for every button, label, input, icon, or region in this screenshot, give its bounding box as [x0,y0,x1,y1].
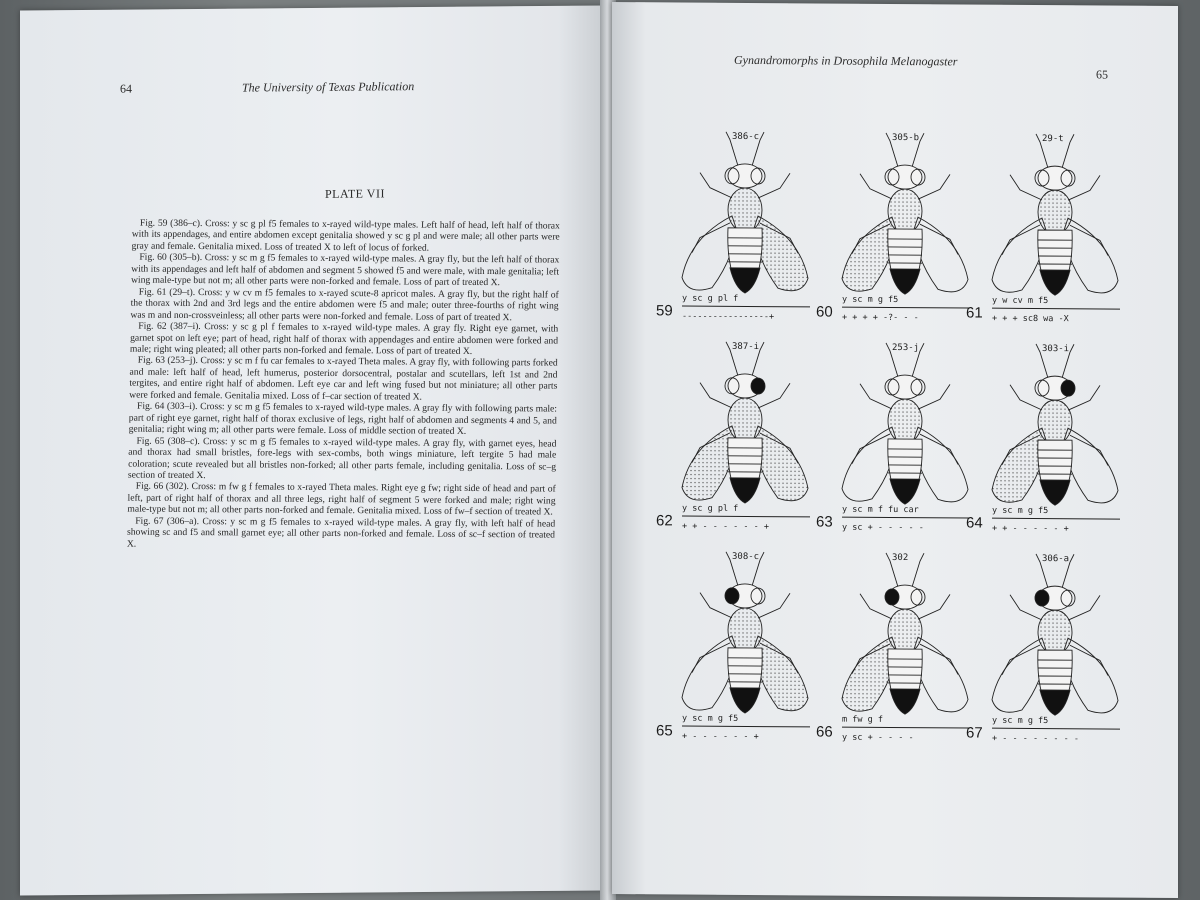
fly-antenna-left [886,553,898,587]
caption-60: Fig. 60 (305–b). Cross: y sc m g f5 females to x-rayed wild-type males. A gray fly, but the left half of thorax with its appendages and left half of abdomen and segment 5 showed f5 and were male, with male genitalia; left wing male-type but not m; all other parts were non-forked and female. Loss of part of treated X. [130,251,560,289]
fly-drawing [670,547,820,723]
gene-map-bottom: + + + sc8 wa -X [992,313,1069,325]
fly-leg [1068,175,1100,200]
fly-head [1038,166,1072,190]
figure-303-i [966,340,1140,561]
fly-thorax [728,188,762,232]
figure-306-a [966,550,1140,771]
fly-wing-right [1064,428,1118,503]
fly-antenna-left [726,342,738,376]
fly-antenna-right [752,342,764,376]
fly-antenna-left [1036,344,1048,378]
fly-wing-left [842,637,896,712]
gene-map-line [682,306,810,308]
fly-eye-right [751,378,765,394]
gene-map-top: y sc m g f5 [682,713,739,724]
fly-drawing [980,130,1130,306]
figure-number: 66 [816,723,833,741]
figure-number: 64 [966,514,983,532]
fly-drawing [670,127,820,303]
fly-wing-left [682,426,736,501]
fly-wing-right [914,637,968,712]
fly-abdomen-tip [1040,690,1070,715]
gene-map-bottom: y sc + - - - - - [842,522,924,534]
fly-antenna-left [886,133,898,167]
gene-map-top: m fw g f [842,714,883,725]
gene-map-bottom: + + - - - - - + [992,523,1069,535]
figure-387-i [656,337,830,558]
caption-65: Fig. 65 (308–c). Cross: y sc m g f5 females to x-rayed wild-type males. A gray fly, with garnet eyes, head and thorax had small bristles, fore-legs with sex-combs, both wings miniature, left tergite 5 had male coloration; scute revealed but all bristles non-forked; all other parts female, including genitalia. Loss of sc–g section of treated X. [127,435,557,482]
fly-antenna-left [1036,134,1048,168]
figure-number: 67 [966,724,983,742]
fly-drawing [670,337,820,513]
fly-drawing [980,550,1130,726]
fly-wing-left [682,216,736,291]
caption-67: Fig. 67 (306–a). Cross: y sc m g f5 females to x-rayed wild-type males. A gray fly, with left half of head showing sc and f5 and small garnet eye; all other parts non-forked and female. Loss of sc–f section of treated X. [126,515,556,550]
fly-eye-left [725,588,739,604]
figure-number: 61 [966,304,983,322]
fly-wing-left [842,217,896,292]
left-page [20,5,605,895]
right-page-number: 65 [1096,67,1108,82]
gene-map-top: y w cv m f5 [992,295,1049,307]
specimen-label: 302 [892,552,909,564]
gene-map-line [992,308,1120,310]
fly-abdomen-tip [890,479,920,504]
fly-wing-left [992,638,1046,713]
fly-leg [1070,225,1108,255]
fly-leg [1068,595,1100,620]
gene-map-bottom: + - - - - - - + [682,731,759,743]
caption-64: Fig. 64 (303–i). Cross: y sc m g f5 females to x-rayed wild-type males. A gray fly with following parts male: part of right eye garnet, right half of thorax exclusive of legs, right half of abdomen and segments 4 and 5, and genitalia; right wing m; all other parts were female. Loss of middle section of treated X. [128,400,558,438]
gene-map-line [992,518,1120,520]
fly-antenna-right [752,552,764,586]
fly-antenna-left [726,552,738,586]
caption-66: Fig. 66 (302). Cross: m fw g f females to x-rayed Theta males. Right eye g fw; right side of head and part of left, part of right half of thorax and all three legs, right half of segment 5 were forked and male; right wing male-type but not m; all other parts non-forked and female. Genitalia mixed. Loss of fw–f section of treated X. [127,481,556,518]
fly-wing-left [992,428,1046,503]
specimen-label: 386-c [732,131,760,143]
right-page [612,2,1178,898]
fly-wing-right [1064,218,1118,293]
fly-head [888,375,922,399]
left-running-head: The University of Texas Publication [242,79,415,95]
fly-leg [758,593,790,618]
fly-leg [1010,385,1042,410]
fly-leg [920,224,958,254]
fly-abdomen-tip [730,268,760,293]
fly-thorax [1038,400,1072,444]
fly-antenna-right [912,133,924,167]
fly-leg [700,383,732,408]
fly-wing-right [914,427,968,502]
figure-number: 65 [656,722,673,740]
figure-386-c [656,127,830,348]
gene-map-top: y sc m g f5 [842,294,899,306]
fly-thorax [728,398,762,442]
gene-map-top: y sc g pl f [682,503,739,514]
fly-antenna-right [1062,344,1074,378]
fly-eye-left [1035,590,1049,606]
figure-captions [127,218,560,553]
fly-thorax [1038,610,1072,654]
fly-abdomen-tip [890,269,920,294]
fly-wing-left [842,427,896,502]
specimen-label: 253-j [892,342,920,354]
figure-number: 60 [816,303,833,321]
figure-number: 62 [656,512,673,530]
fly-wing-right [1064,638,1118,713]
fly-thorax [888,399,922,443]
fly-leg [920,644,958,674]
fly-leg [860,174,892,199]
gene-map-bottom: y sc + - - - - [842,732,914,744]
fly-drawing [830,549,980,725]
fly-antenna-right [912,553,924,587]
gene-map-line [842,307,970,309]
fly-wing-right [914,217,968,292]
fly-drawing [830,129,980,305]
gene-map-line [682,726,810,728]
plate-title: PLATE VII [325,186,385,201]
gene-map-bottom: + + - - - - - - + [682,521,769,533]
caption-63: Fig. 63 (253–j). Cross: y sc m f fu car females to x-rayed Theta males. A gray fly, with following parts forked and male: left half of head, left humerus, posterior dorsocentral, postalar and scutellars, left 1st and 2nd tergites, and entire right half of abdomen. Left eye car and left wing fused but not miniature; all other parts were forked and female. Genitalia mixed. Loss of f–car section of treated X. [129,355,558,403]
fly-wing-right [754,636,808,711]
gene-map-bottom: -----------------+ [682,311,775,323]
fly-drawing [830,339,980,515]
fly-antenna-right [752,132,764,166]
fly-antenna-left [726,132,738,166]
gene-map-line [842,727,970,729]
fly-head [888,165,922,189]
specimen-label: 387-i [732,341,760,353]
fly-eye-left [885,589,899,605]
caption-62: Fig. 62 (387–i). Cross: y sc g pl f females to x-rayed wild-type males. A gray fly. Right eye garnet, with garnet spot on left eye; part of head, right half of thorax with appendages and entire abdomen were forked and male; right wing pleated; all other parts non-forked and female. Loss of part of treated X. [129,320,559,357]
fly-drawing [980,340,1130,516]
fly-leg [692,643,730,673]
fly-leg [920,434,958,464]
fly-leg [1070,435,1108,465]
right-running-head: Gynandromorphs in Drosophila Melanogaster [734,52,958,69]
gene-map-top: y sc g pl f [682,293,739,304]
specimen-label: 305-b [892,132,920,144]
fly-wing-right [754,216,808,291]
fly-leg [692,223,730,253]
fly-leg [1010,175,1042,200]
fly-leg [860,384,892,409]
left-page-number: 64 [120,81,132,96]
fly-abdomen-tip [730,478,760,503]
fly-wing-left [682,636,736,711]
figure-29-t [966,130,1140,351]
specimen-label: 306-a [1042,554,1070,565]
gene-map-line [992,728,1120,730]
fly-leg [700,173,732,198]
fly-leg [918,594,950,619]
fly-abdomen-tip [890,689,920,714]
gene-map-bottom: + - - - - - - - - [992,733,1079,745]
fly-antenna-left [1036,554,1048,588]
fly-leg [852,434,890,464]
fly-thorax [888,189,922,233]
gene-map-bottom: + + + + -?- - - [842,312,919,324]
fly-leg [918,174,950,199]
caption-61: Fig. 61 (29–t). Cross: y w cv m f5 females to x-rayed scute-8 apricot males. A gray fly, but the right half of the thorax with 2nd and 3rd legs and the entire abdomen were f5 and male; outer three-fourths of right wing was m and non-crossveinless; all other parts were non-forked and female. Loss of part of treated X. [130,286,559,323]
figure-number: 63 [816,513,833,531]
fly-abdomen-tip [1040,270,1070,295]
fly-thorax [728,608,762,652]
specimen-label: 303-i [1042,344,1070,355]
fly-wing-left [992,218,1046,293]
fly-thorax [888,609,922,653]
fly-abdomen-tip [1040,480,1070,505]
fly-leg [758,173,790,198]
specimen-label: 29-t [1042,134,1064,145]
fly-leg [918,384,950,409]
gene-map-top: y sc m g f5 [992,715,1049,727]
gene-map-top: y sc m g f5 [992,505,1049,517]
fly-wing-right [754,426,808,501]
fly-antenna-left [886,343,898,377]
fly-thorax [1038,190,1072,234]
gene-map-top: y sc m f fu car [842,504,919,516]
fly-antenna-right [1062,134,1074,168]
figure-308-c [656,547,830,768]
specimen-label: 308-c [732,551,760,563]
fly-antenna-right [912,343,924,377]
fly-eye-right [1061,380,1075,396]
fly-leg [1070,645,1108,675]
gene-map-line [682,516,810,518]
fly-abdomen-tip [730,688,760,713]
gene-map-line [842,517,970,519]
figure-number: 59 [656,302,673,320]
caption-59: Fig. 59 (386–c). Cross: y sc g pl f5 females to x-rayed wild-type males. Left half of head, left half of thorax with its appendages, and entire abdomen except genitalia showed y sc g pl and were male; all other parts were gray and female. Genitalia mixed. Loss of treated X to left of locus of forked. [131,217,560,254]
fly-antenna-right [1062,554,1074,588]
fly-head [728,164,762,188]
fly-leg [1002,225,1040,255]
fly-leg [1002,645,1040,675]
